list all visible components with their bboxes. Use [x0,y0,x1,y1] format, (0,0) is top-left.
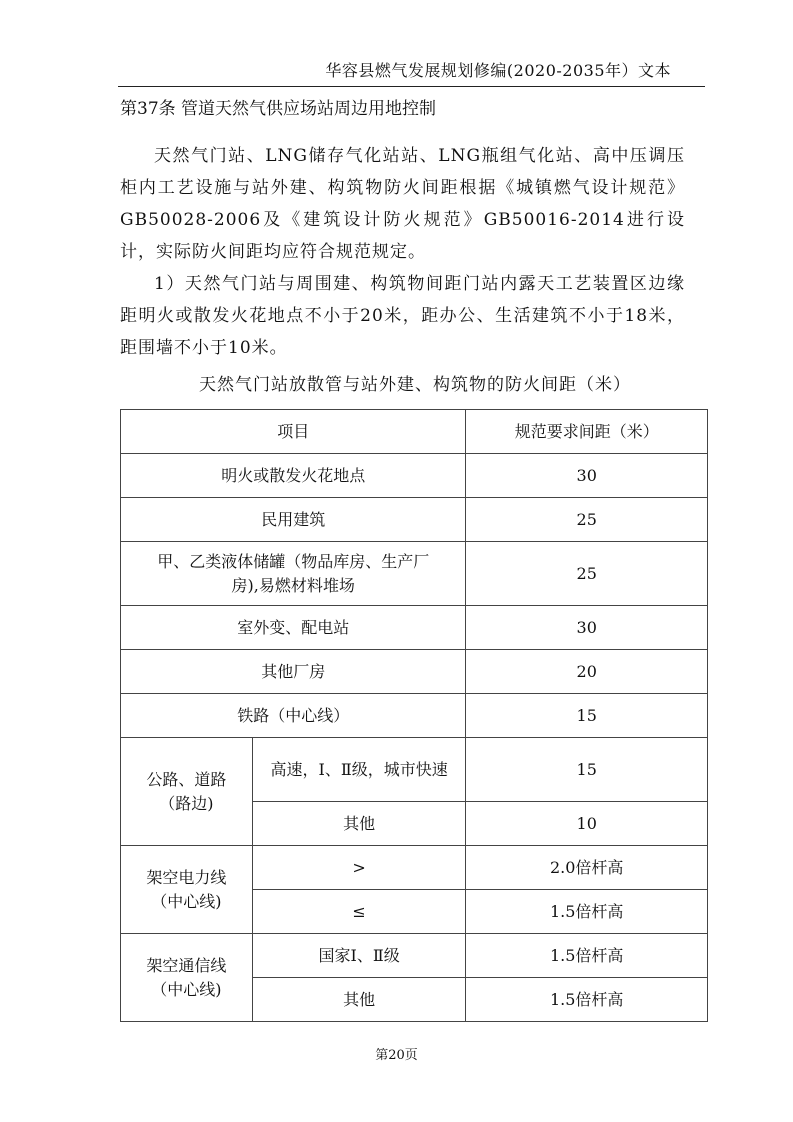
header-item: 项目 [121,410,466,454]
row-value: 30 [466,454,708,498]
paragraph-fire-distance-intro: 天然气门站、LNG储存气化站站、LNG瓶组气化站、高中压调压柜内工艺设施与站外建、构筑物防火间距根据《城镇燃气设计规范》GB50028-2006及《建筑设计防火规范》GB50016-2014进行设计，实际防火间距均应符合规范规定。 [120,146,685,262]
table-row [121,606,708,650]
row-value: 2.0倍杆高 [466,846,708,890]
row-value: 1.5倍杆高 [466,890,708,934]
fire-distance-table [120,409,708,1022]
table-row [121,650,708,694]
row-value: 25 [466,498,708,542]
table-row [121,542,708,606]
table-row [121,454,708,498]
table-row [121,846,708,890]
row-item: 明火或散发火花地点 [121,454,466,498]
row-item: 民用建筑 [121,498,466,542]
row-value: 15 [466,694,708,738]
table-caption: 天然气门站放散管与站外建、构筑物的防火间距（米） [199,375,631,395]
group-label-road: 公路、道路（路边) [121,738,253,846]
row-item: 铁路（中心线） [121,694,466,738]
row-value: 20 [466,650,708,694]
row-item: 高速，Ⅰ、Ⅱ级，城市快速 [252,738,466,802]
row-item: 其他 [252,802,466,846]
row-value: 30 [466,606,708,650]
row-item: > [252,846,466,890]
document-header: 华容县燃气发展规划修编(2020-2035年）文本 [325,61,671,80]
row-item: 国家Ⅰ、Ⅱ级 [252,934,466,978]
article-title: 第37条 管道天然气供应场站周边用地控制 [120,99,437,119]
table-header-row [121,410,708,454]
table-row [121,934,708,978]
group-label-power-line: 架空电力线（中心线) [121,846,253,934]
row-value: 1.5倍杆高 [466,978,708,1022]
table-row [121,738,708,802]
row-value: 1.5倍杆高 [466,934,708,978]
row-value: 25 [466,542,708,606]
row-item: 室外变、配电站 [121,606,466,650]
paragraph-gate-station-distance: 1）天然气门站与周围建、构筑物间距门站内露天工艺装置区边缘距明火或散发火花地点不小于20米，距办公、生活建筑不小于18米，距围墙不小于10米。 [120,274,685,358]
row-value: 10 [466,802,708,846]
row-item: 其他厂房 [121,650,466,694]
row-item: ≤ [252,890,466,934]
row-item: 其他 [252,978,466,1022]
row-item: 甲、乙类液体储罐（物品库房、生产厂房),易燃材料堆场 [121,542,466,606]
table-row [121,694,708,738]
header-distance: 规范要求间距（米） [466,410,708,454]
row-value: 15 [466,738,708,802]
group-label-comm-line: 架空通信线（中心线) [121,934,253,1022]
page-number: 第20页 [375,1048,418,1063]
header-divider [118,86,705,87]
table-row [121,498,708,542]
